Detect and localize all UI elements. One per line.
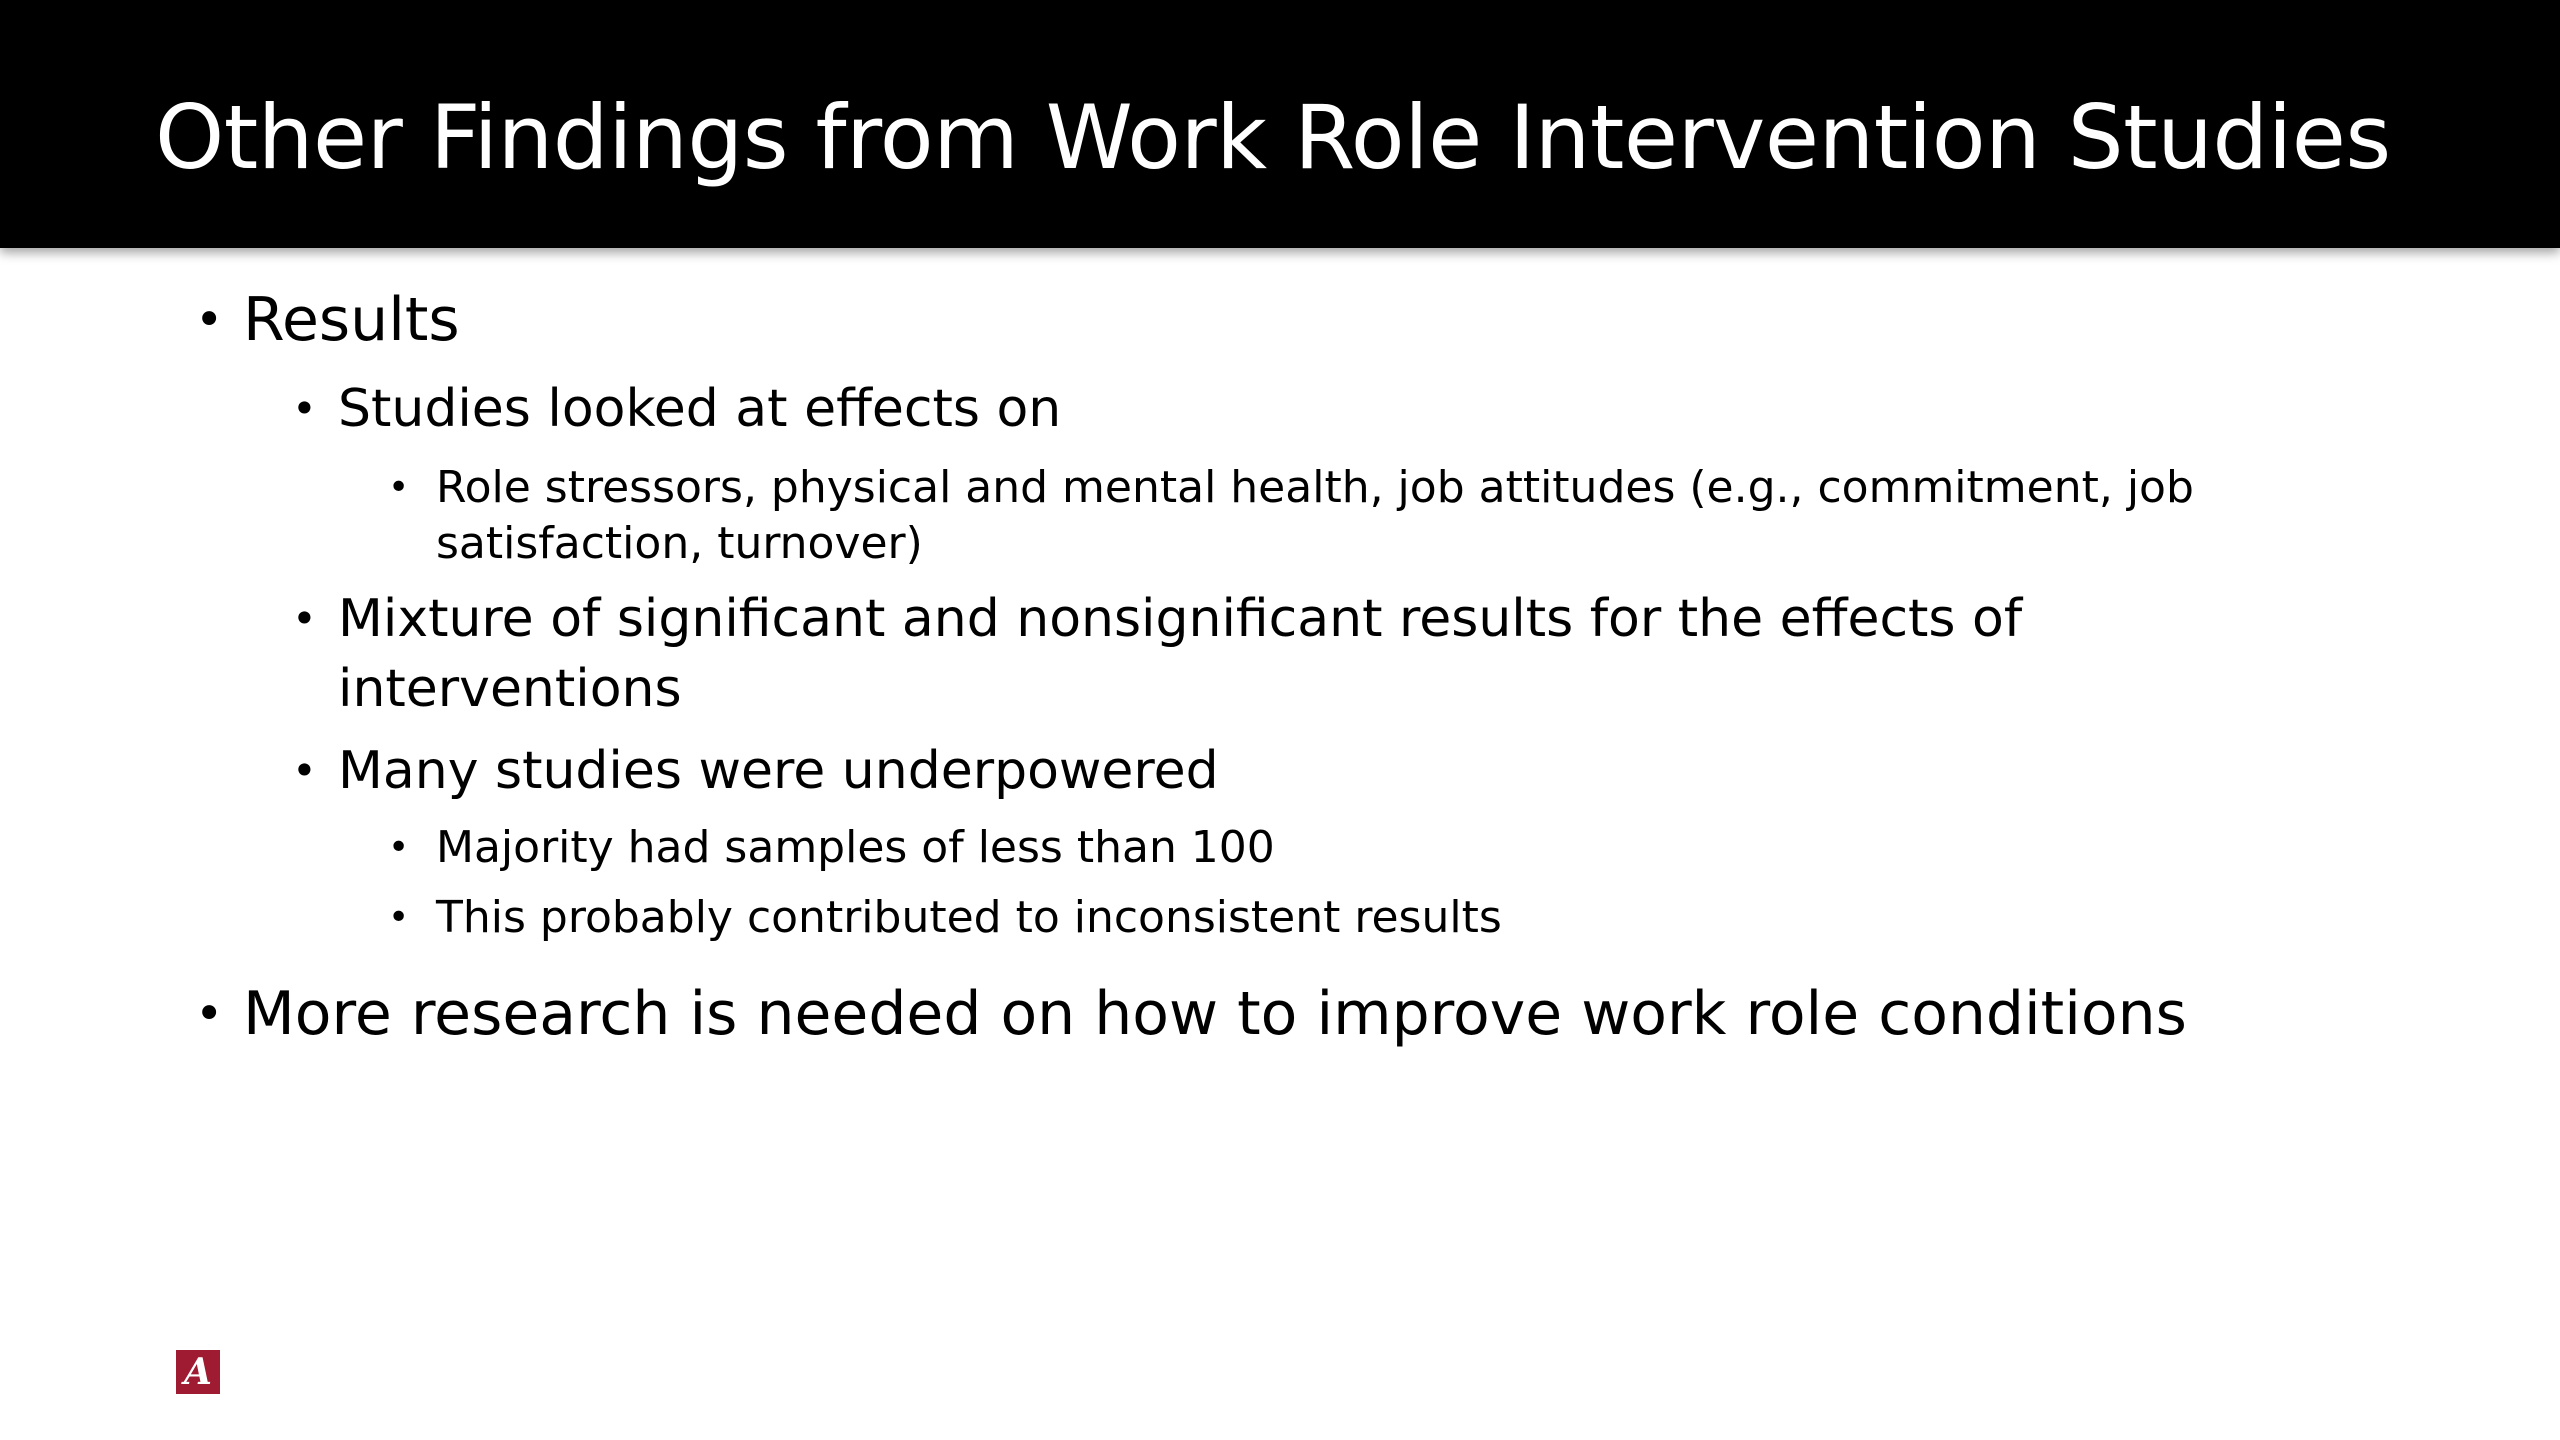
bullet-text: Results: [243, 285, 460, 355]
bullet-text: Many studies were underpowered: [338, 741, 1219, 801]
bullet-text-line-2: interventions: [338, 659, 682, 719]
bullet-dot: •: [292, 384, 317, 433]
bullet-text: More research is needed on how to improve work role conditions: [243, 979, 2187, 1049]
bullet-dot: •: [388, 827, 410, 868]
bullet-dot: •: [195, 292, 224, 348]
bullet-text: Majority had samples of less than 100: [436, 822, 1275, 873]
bullet-dot: •: [388, 467, 410, 508]
bullet-dot: •: [292, 594, 317, 643]
logo-letter: A: [184, 1351, 212, 1393]
bullet-text: This probably contributed to inconsistent results: [436, 892, 1502, 943]
university-logo-icon: [176, 1350, 220, 1394]
bullet-text: Studies looked at effects on: [338, 379, 1062, 439]
bullet-dot: •: [195, 986, 224, 1042]
bullet-dot: •: [292, 746, 317, 795]
bullet-text-line-1: Role stressors, physical and mental health, job attitudes (e.g., commitment, job: [436, 462, 2194, 513]
slide-title: Other Findings from Work Role Intervention Studies: [155, 86, 2391, 189]
bullet-text-line-2: satisfaction, turnover): [436, 518, 923, 569]
bullet-text-line-1: Mixture of significant and nonsignificant results for the effects of: [338, 589, 2023, 649]
bullet-dot: •: [388, 897, 410, 938]
